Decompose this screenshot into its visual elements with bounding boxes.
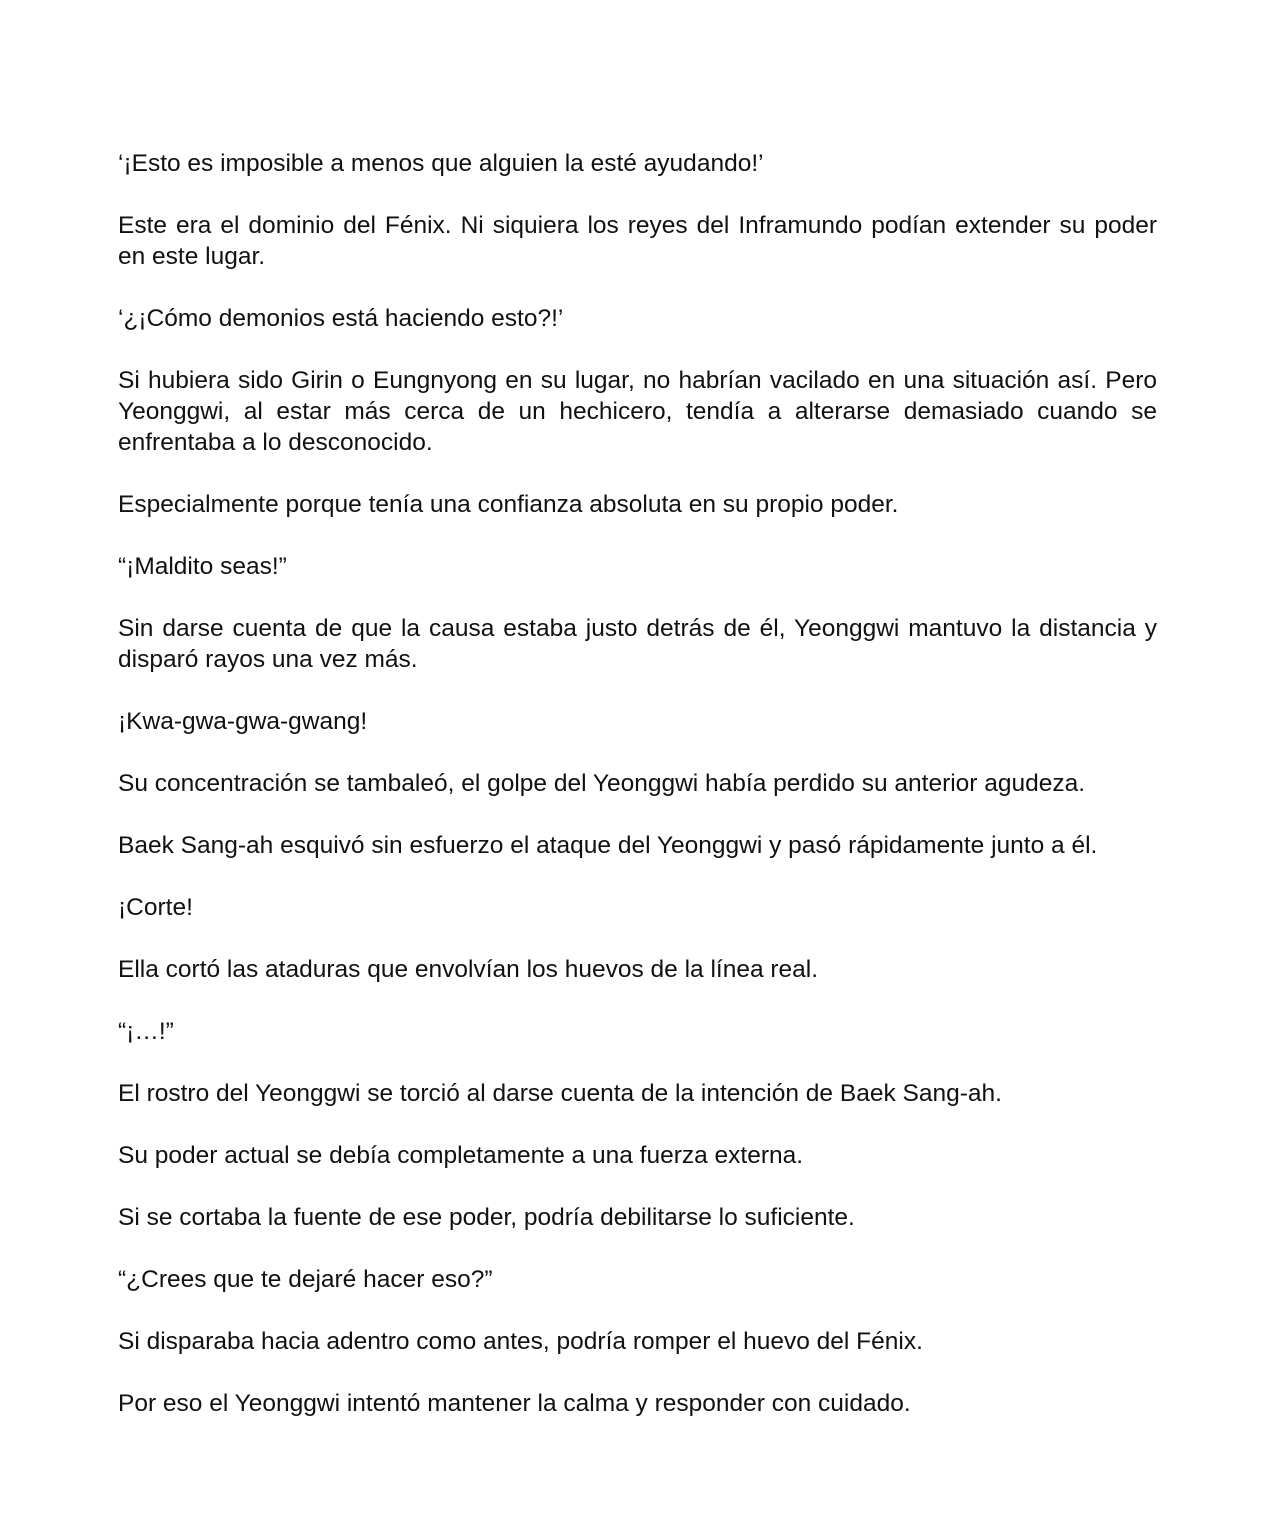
paragraph: Su poder actual se debía completamente a una fuerza externa. <box>118 1142 804 1169</box>
document-page <box>118 148 1157 1450</box>
paragraph: “¿Crees que te dejaré hacer eso?” <box>118 1266 493 1293</box>
paragraph: Especialmente porque tenía una confianza absoluta en su propio poder. <box>118 491 899 518</box>
paragraph: Baek Sang-ah esquivó sin esfuerzo el ataque del Yeonggwi y pasó rápidamente junto a él. <box>118 832 1098 859</box>
paragraph: Este era el dominio del Fénix. Ni siquiera los reyes del Inframundo podían extender su poder en este lugar. <box>118 212 1157 270</box>
paragraph: Si disparaba hacia adentro como antes, podría romper el huevo del Fénix. <box>118 1328 923 1355</box>
paragraph: ‘¡Esto es imposible a menos que alguien la esté ayudando!’ <box>118 150 764 177</box>
paragraph: “¡Maldito seas!” <box>118 553 287 580</box>
paragraph: Por eso el Yeonggwi intentó mantener la calma y responder con cuidado. <box>118 1390 911 1417</box>
paragraph: ‘¿¡Cómo demonios está haciendo esto?!’ <box>118 305 564 332</box>
paragraph: Ella cortó las ataduras que envolvían los huevos de la línea real. <box>118 956 819 983</box>
paragraph: Si hubiera sido Girin o Eungnyong en su lugar, no habrían vacilado en una situación así. Pero Yeonggwi, al estar más cerca de un hechicero, tendía a alterarse demasiado cuando se enfrentaba a lo desconocido. <box>118 367 1157 456</box>
paragraph: “¡…!” <box>118 1018 174 1045</box>
paragraph: El rostro del Yeonggwi se torció al darse cuenta de la intención de Baek Sang-ah. <box>118 1080 1002 1107</box>
paragraph: Sin darse cuenta de que la causa estaba justo detrás de él, Yeonggwi mantuvo la distancia y disparó rayos una vez más. <box>118 615 1157 673</box>
paragraph: Su concentración se tambaleó, el golpe del Yeonggwi había perdido su anterior agudeza. <box>118 770 1086 797</box>
paragraph: Si se cortaba la fuente de ese poder, podría debilitarse lo suficiente. <box>118 1204 855 1231</box>
paragraph: ¡Corte! <box>118 894 193 921</box>
paragraph: ¡Kwa-gwa-gwa-gwang! <box>118 708 368 735</box>
